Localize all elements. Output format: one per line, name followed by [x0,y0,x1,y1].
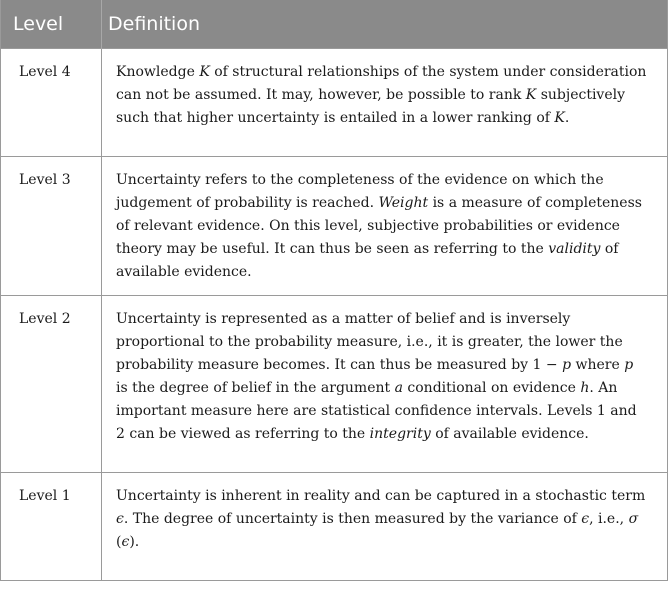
definition-text: of available evidence. [116,241,619,280]
definition-cell [102,296,668,473]
definition-text: , i.e., [589,511,629,527]
header-definition: Definition [102,0,668,49]
italic-term: ϵ [116,511,124,527]
table-row [1,157,668,296]
italic-term: K [199,64,210,80]
table-row [1,296,668,473]
definition-text: Uncertainty refers to the completeness of the evidence on which the judgement of probability is reached. [116,172,604,211]
table-body [1,49,668,581]
definition-text: conditional on evidence [402,380,581,396]
level-cell: Level 3 [1,157,102,296]
italic-term: a [394,380,403,396]
italic-term: p [562,357,572,373]
definition-text: . The degree of uncertainty is then measured by the variance of [123,511,582,527]
table-row [1,473,668,581]
definition-text: subjectively such that higher uncertainty is entailed in a lower ranking of [116,87,626,126]
definition-text: ). [129,534,140,550]
definition-text: ( [116,534,122,550]
definition-cell [102,473,668,581]
italic-term: σ [628,511,639,527]
definition-text: Knowledge [116,64,200,80]
italic-term: ϵ [121,534,130,550]
level-cell: Level 4 [1,49,102,157]
italic-term: ϵ [581,511,590,527]
italic-term: p [624,357,634,373]
italic-term: integrity [369,426,431,442]
definition-text: Uncertainty is represented as a matter of belief and is inversely proportional to the probability measure, i.e., it is greater, the lower the probability measure becomes. It can thus be measured by 1 − [116,311,623,373]
definition-text: of available evidence. [430,426,589,442]
italic-term: validity [548,241,601,257]
table-row [1,49,668,157]
definition-text: . [564,110,570,126]
definition-text: is the degree of belief in the argument [116,380,395,396]
italic-term: K [525,87,537,103]
definition-cell [102,157,668,296]
level-cell: Level 2 [1,296,102,473]
italic-term: Weight [378,195,429,211]
italic-term: K [554,110,565,126]
definition-text: Uncertainty is inherent in reality and can be captured in a stochastic term [116,488,646,504]
definition-text: . An important measure here are statistical confidence intervals. Levels 1 and 2 can be viewed as referring to the [116,380,637,442]
definition-text: where [571,357,625,373]
definition-cell [102,49,668,157]
level-cell: Level 1 [1,473,102,581]
italic-term: h [580,380,590,396]
table-header [1,0,668,49]
definition-text: is a measure of completeness of relevant evidence. On this level, subjective probabilities or evidence theory may be useful. It can thus be seen as referring to the [116,195,642,257]
header-row [1,0,668,49]
definition-text: of structural relationships of the system under consideration can not be assumed. It may, however, be possible to rank [116,64,647,103]
header-level: Level [1,0,102,49]
